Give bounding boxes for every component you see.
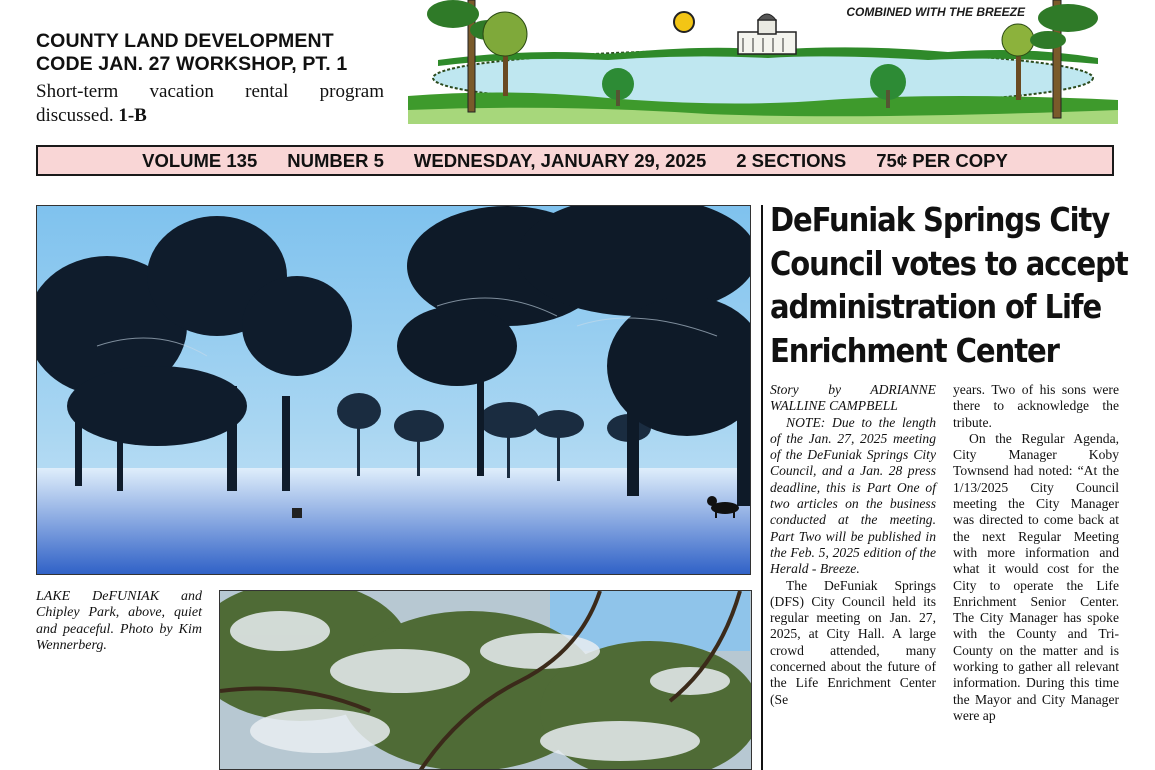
issue-banner <box>36 145 1114 176</box>
teaser-page-ref[interactable]: 1-B <box>118 105 147 126</box>
teaser-text <box>36 80 384 128</box>
masthead-tagline: COMBINED WITH THE BREEZE <box>846 5 1025 19</box>
banner-date: WEDNESDAY, JANUARY 29, 2025 <box>413 149 707 171</box>
snowy-park-photo <box>36 205 751 575</box>
snowy-branches-photo <box>219 590 752 770</box>
article-headline[interactable]: DeFuniak Springs City Council votes to accept administration of Life Enrichment Center <box>770 200 1128 370</box>
banner-price: 75¢ PER COPY <box>876 149 1008 171</box>
photo-caption: LAKE DeFUNIAK and Chipley Park, above, quiet and peaceful. Photo by Kim Wennerberg. <box>36 589 202 654</box>
article-column-1 <box>770 382 936 708</box>
banner-sections: 2 SECTIONS <box>736 149 847 171</box>
article-byline: Story by ADRIANNE WALLINE CAMPBELL <box>770 382 936 414</box>
banner-number: NUMBER 5 <box>287 149 384 171</box>
article-column-2 <box>953 382 1119 724</box>
article-note: NOTE: Due to the length of the Jan. 27, 2025 meeting of the DeFuniak Springs City Council, and a Jan. 28 press deadline, this is Part One of two articles on the business conducted at the meeting. Part Two will be published in the Feb. 5, 2025 edition of the Herald - Breeze. <box>770 414 936 577</box>
article-paragraph: On the Regular Agenda, City Manager Koby Townsend had noted: “At the 1/13/2025 City Council meeting the City Manager was directed to come back at the next Regular Meeting with more information and what it would cost for the City to operate the Life Enrichment Senior Center. The City Manager has spoke with the County and Tri-County on the matter and is working to gather all relevant information. During this time the Mayor and City Manager were ap <box>953 430 1119 723</box>
column-rule <box>761 205 763 770</box>
banner-volume: VOLUME 135 <box>142 149 258 171</box>
article-paragraph: years. Two of his sons were there to acknowledge the tribute. <box>953 382 1119 430</box>
teaser-description: Short-term vacation rental program discussed. <box>36 81 384 126</box>
teaser-headline[interactable]: COUNTY LAND DEVELOPMENT CODE JAN. 27 WORKSHOP, PT. 1 <box>36 30 348 75</box>
article-paragraph: The DeFuniak Springs (DFS) City Council held its regular meeting on Jan. 27, 2025, at City Hall. A large crowd attended, many concerned about the future of the Life Enrichment Center (Se <box>770 577 936 707</box>
